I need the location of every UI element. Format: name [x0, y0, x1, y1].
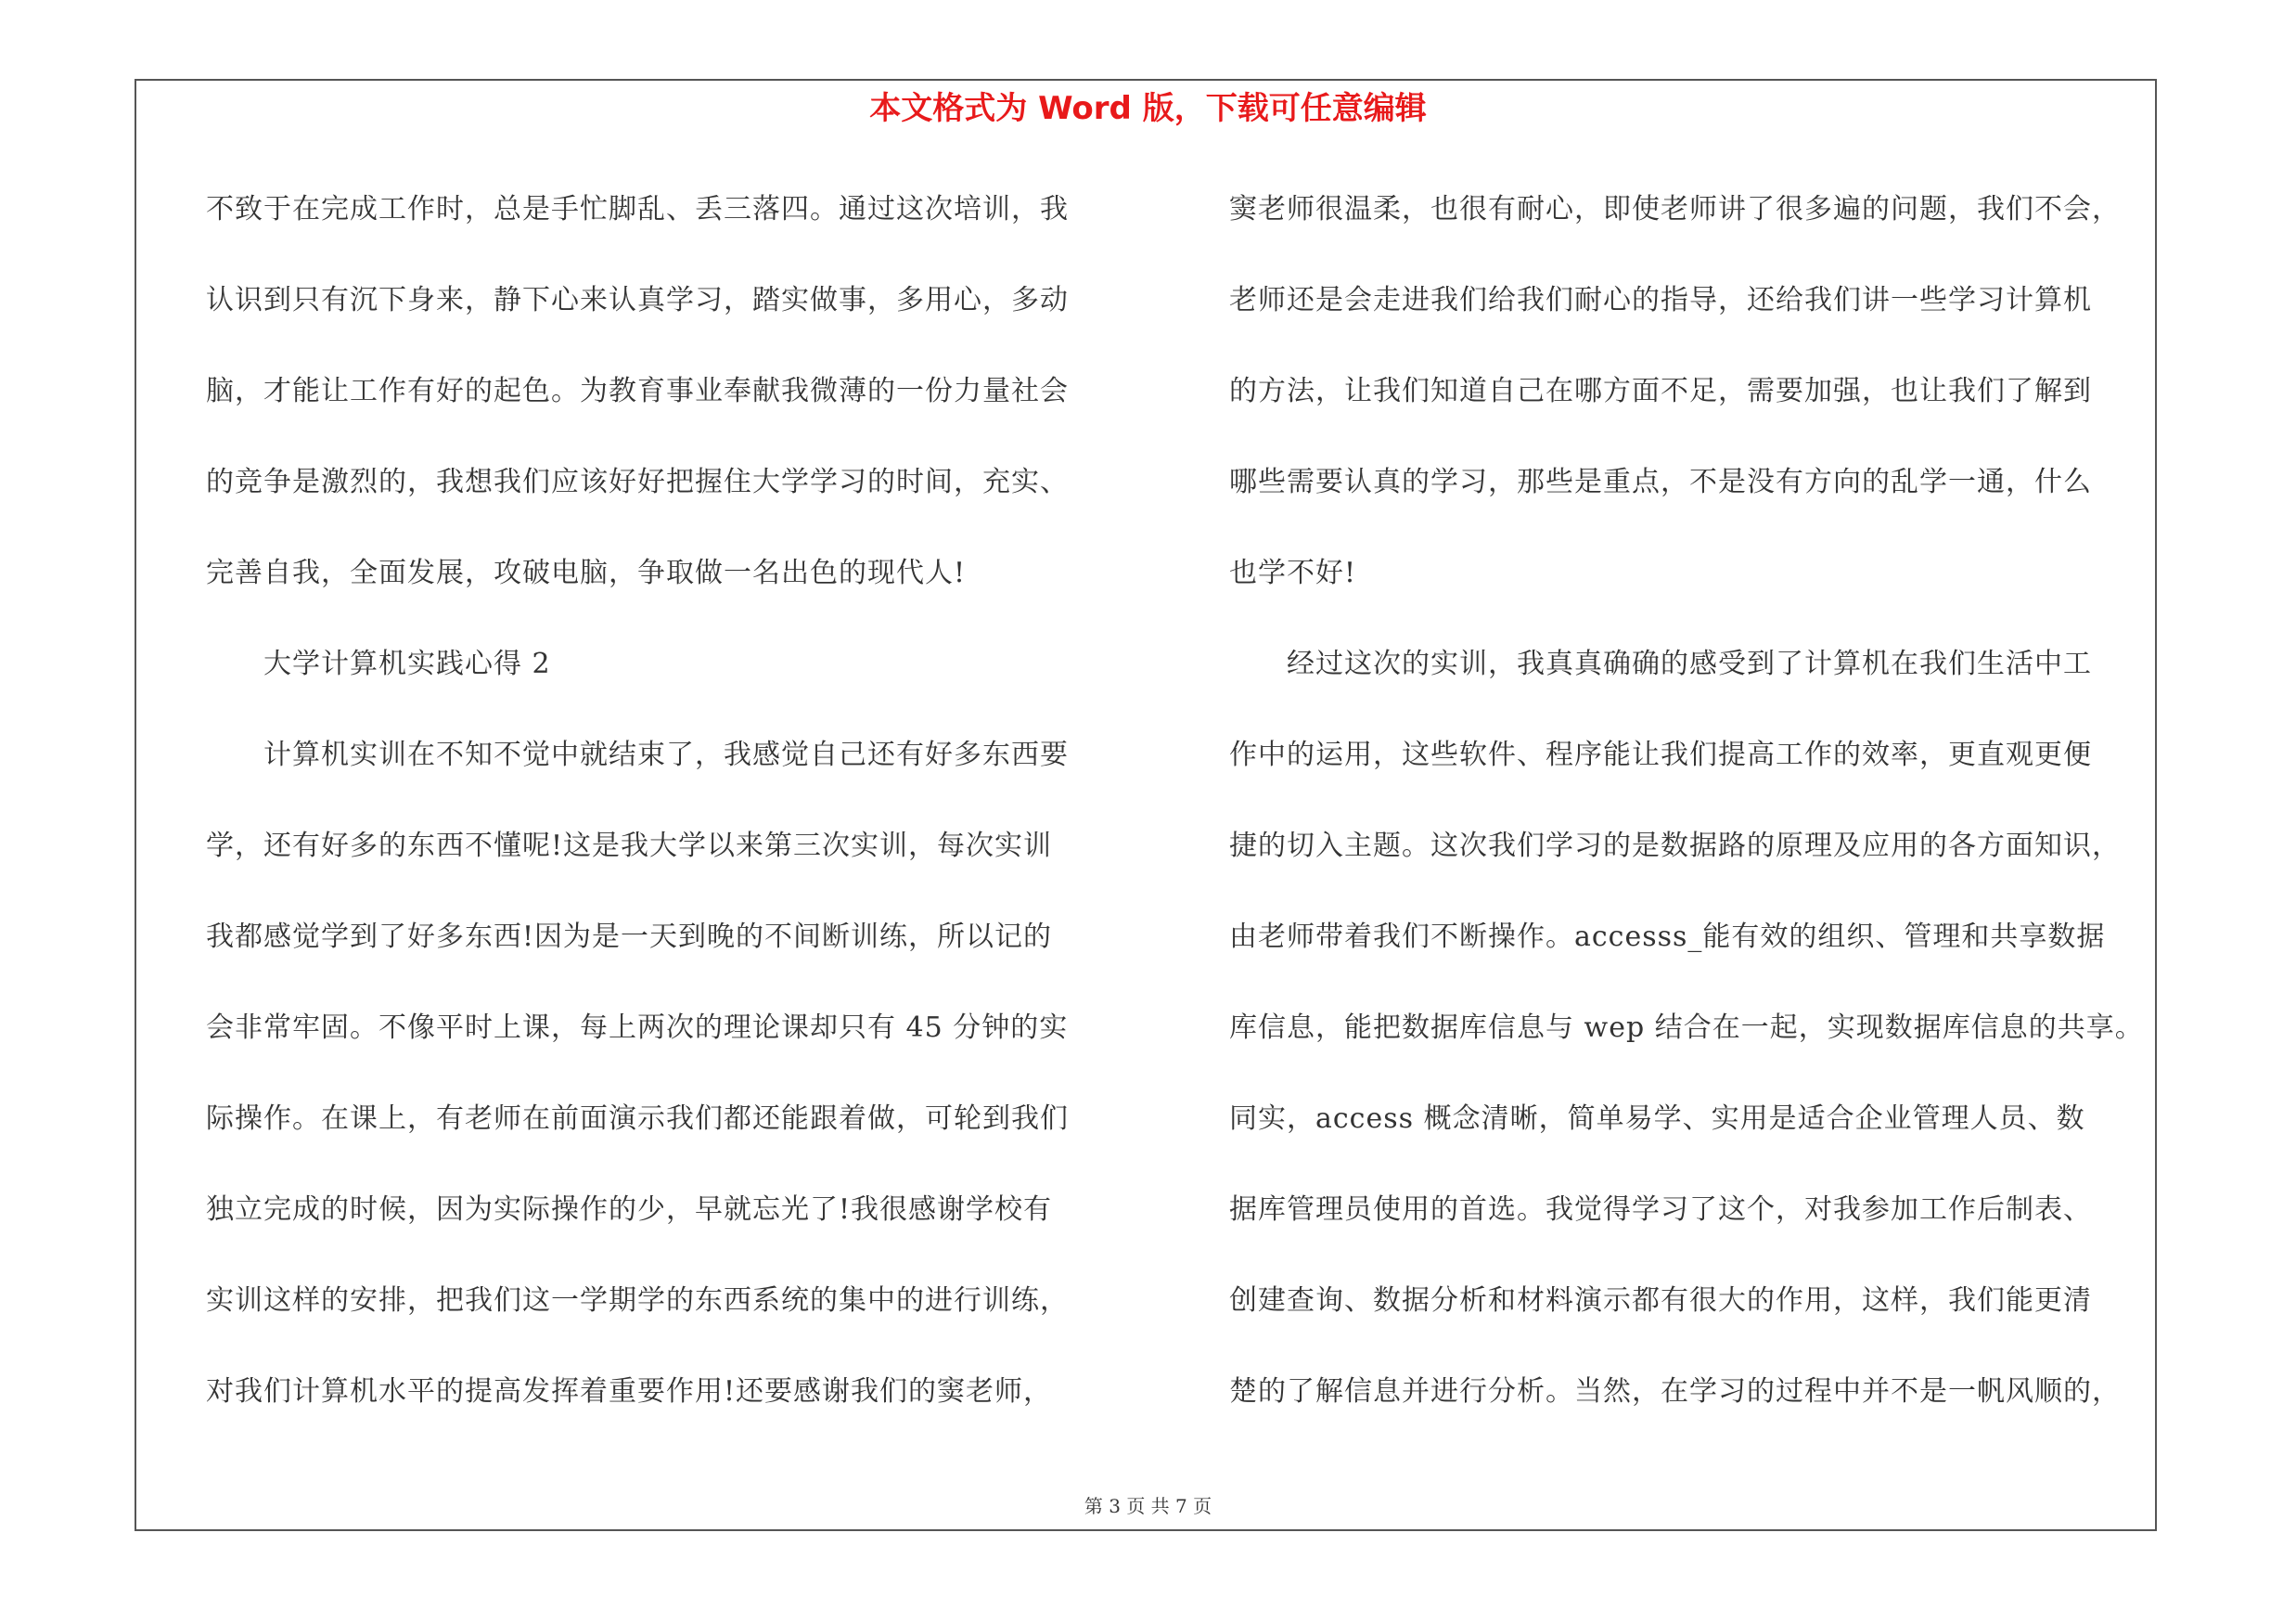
- section-heading: 大学计算机实践心得 2: [206, 648, 551, 680]
- text-line: 实训这样的安排，把我们这一学期学的东西系统的集中的进行训练，: [206, 1284, 1069, 1317]
- word-format-notice: 本文格式为 Word 版，下载可任意编辑: [869, 90, 1427, 127]
- text-line: 同实，access 概念清晰，简单易学、实用是适合企业管理人员、数: [1229, 1102, 2085, 1135]
- text-line: 老师还是会走进我们给我们耐心的指导，还给我们讲一些学习计算机: [1229, 284, 2092, 316]
- right-column: [1229, 182, 2157, 1455]
- text-line: 独立完成的时候，因为实际操作的少，早就忘光了!我很感谢学校有: [206, 1193, 1053, 1226]
- text-line: 库信息，能把数据库信息与 wep 结合在一起，实现数据库信息的共享。: [1229, 1011, 2144, 1044]
- text-line: 对我们计算机水平的提高发挥着重要作用!还要感谢我们的窦老师，: [206, 1375, 1053, 1408]
- text-line: 的方法，让我们知道自己在哪方面不足，需要加强，也让我们了解到: [1229, 375, 2092, 407]
- text-line: 据库管理员使用的首选。我觉得学习了这个，对我参加工作后制表、: [1229, 1193, 2092, 1226]
- text-line: 计算机实训在不知不觉中就结束了，我感觉自己还有好多东西要: [206, 739, 1069, 771]
- left-column: [206, 182, 1134, 1455]
- text-line: 学，还有好多的东西不懂呢!这是我大学以来第三次实训，每次实训: [206, 830, 1053, 862]
- text-line: 捷的切入主题。这次我们学习的是数据路的原理及应用的各方面知识，: [1229, 830, 2121, 862]
- text-line: 的竞争是激烈的，我想我们应该好好把握住大学学习的时间，充实、: [206, 466, 1069, 498]
- text-line: 不致于在完成工作时，总是手忙脚乱、丢三落四。通过这次培训，我: [206, 193, 1069, 225]
- text-line: 完善自我，全面发展，攻破电脑，争取做一名出色的现代人!: [206, 557, 967, 589]
- text-line: 作中的运用，这些软件、程序能让我们提高工作的效率，更直观更便: [1229, 739, 2092, 771]
- text-line: 会非常牢固。不像平时上课，每上两次的理论课却只有 45 分钟的实: [206, 1011, 1069, 1044]
- text-line: 创建查询、数据分析和材料演示都有很大的作用，这样，我们能更清: [1229, 1284, 2092, 1317]
- text-line: 认识到只有沉下身来，静下心来认真学习，踏实做事，多用心，多动: [206, 284, 1069, 316]
- text-line: 脑，才能让工作有好的起色。为教育事业奉献我微薄的一份力量社会: [206, 375, 1069, 407]
- text-line: 由老师带着我们不断操作。accesss_能有效的组织、管理和共享数据: [1229, 921, 2106, 953]
- text-line: 我都感觉学到了好多东西!因为是一天到晚的不间断训练，所以记的: [206, 921, 1053, 953]
- page-number: 第 3 页 共 7 页: [1084, 1495, 1212, 1517]
- text-line: 际操作。在课上，有老师在前面演示我们都还能跟着做，可轮到我们: [206, 1102, 1069, 1135]
- text-line: 窦老师很温柔，也很有耐心，即使老师讲了很多遍的问题，我们不会，: [1229, 193, 2121, 225]
- text-line: 经过这次的实训，我真真确确的感受到了计算机在我们生活中工: [1229, 648, 2092, 680]
- text-line: 也学不好!: [1229, 557, 1357, 589]
- text-line: 哪些需要认真的学习，那些是重点，不是没有方向的乱学一通，什么: [1229, 466, 2092, 498]
- text-line: 楚的了解信息并进行分析。当然，在学习的过程中并不是一帆风顺的，: [1229, 1375, 2121, 1408]
